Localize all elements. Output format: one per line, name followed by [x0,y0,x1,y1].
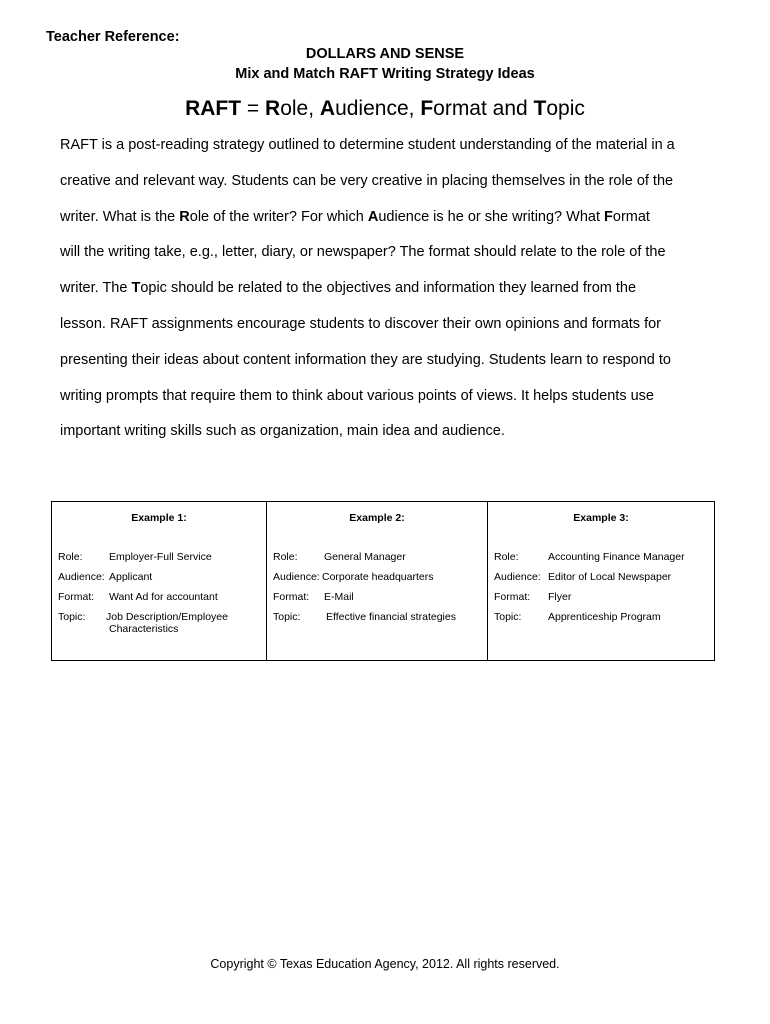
example-3-topic: Apprenticeship Program [548,611,661,623]
example-1-format: Want Ad for accountant [109,591,218,603]
bold-letter: T [131,280,141,297]
example-3-format: Flyer [548,591,572,603]
audience-label: Audience: [273,571,320,583]
paragraph-line: writing prompts that require them to think about various points of views. It helps students use [60,387,654,404]
text-run: ole of the writer? For which [189,208,368,225]
paragraph-line [60,200,720,236]
bold-letter: R [179,208,190,225]
text-run: udience is he or she writing? What [378,208,605,225]
paragraph-line: RAFT is a post-reading strategy outlined to determine student understanding of the material in a [60,137,675,153]
topic-label: Topic: [494,611,522,623]
role-label: Role: [494,551,519,563]
role-label: Role: [273,551,298,563]
raft-examples-table [51,501,715,661]
example-3-cell [488,502,715,661]
example-1-role: Employer-Full Service [109,551,212,563]
raft-description-paragraph [60,128,720,450]
example-3-role: Accounting Finance Manager [548,551,685,563]
raft-word-role: ole, [280,97,320,120]
example-1-topic [106,611,228,635]
copyright-footer: Copyright © Texas Education Agency, 2012. All rights reserved. [210,957,560,971]
topic-label: Topic: [273,611,301,623]
paragraph-line: lesson. RAFT assignments encourage students to discover their own opinions and formats for [60,315,661,332]
raft-letter-f: F [420,97,434,120]
raft-letter-t: T [533,97,547,120]
bold-letter: F [604,208,613,225]
example-1-title: Example 1: [131,512,187,524]
raft-word-topic: opic [546,97,585,120]
example-2-topic: Effective financial strategies [326,611,456,623]
raft-acronym: RAFT [185,97,242,120]
example-2-audience: Corporate headquarters [322,571,434,583]
audience-label: Audience: [58,571,105,583]
raft-letter-a: A [319,97,336,120]
raft-word-format: ormat and [433,97,534,120]
format-label: Format: [58,591,95,603]
document-subtitle: Mix and Match RAFT Writing Strategy Ideas [235,66,535,82]
document-title: DOLLARS AND SENSE [305,46,465,62]
paragraph-line: will the writing take, e.g., letter, diary, or newspaper? The format should relate to the role of the [60,244,666,261]
topic-line: Characteristics [109,623,179,635]
example-3-audience: Editor of Local Newspaper [548,571,672,583]
example-2-title: Example 2: [349,512,405,524]
text-run: writer. The [60,280,132,297]
role-label: Role: [58,551,83,563]
example-2-format: E-Mail [324,591,354,603]
text-run: ormat [612,208,650,225]
text-run: opic should be related to the objectives and information they learned from the [140,280,637,297]
topic-line: Job Description/Employee [106,611,228,623]
example-2-cell [267,502,488,661]
raft-word-audience: udience, [335,97,421,120]
format-label: Format: [494,591,531,603]
example-1-audience: Applicant [109,571,153,583]
topic-label: Topic: [58,611,86,623]
text-run: writer. What is the [60,208,180,225]
teacher-reference-label: Teacher Reference: [46,29,180,45]
example-3-title: Example 3: [573,512,629,524]
paragraph-line: important writing skills such as organization, main idea and audience. [60,423,505,440]
example-1-cell [52,502,267,661]
raft-equals: = [241,97,266,120]
raft-letter-r: R [265,97,281,120]
example-2-role: General Manager [324,551,406,563]
paragraph-line: creative and relevant way. Students can be very creative in placing themselves in the role of the [60,172,674,189]
paragraph-line [60,271,720,307]
paragraph-line: presenting their ideas about content information they are studying. Students learn to respond to [60,351,671,368]
audience-label: Audience: [494,571,541,583]
bold-letter: A [367,208,379,225]
raft-definition-heading [0,97,770,121]
format-label: Format: [273,591,310,603]
